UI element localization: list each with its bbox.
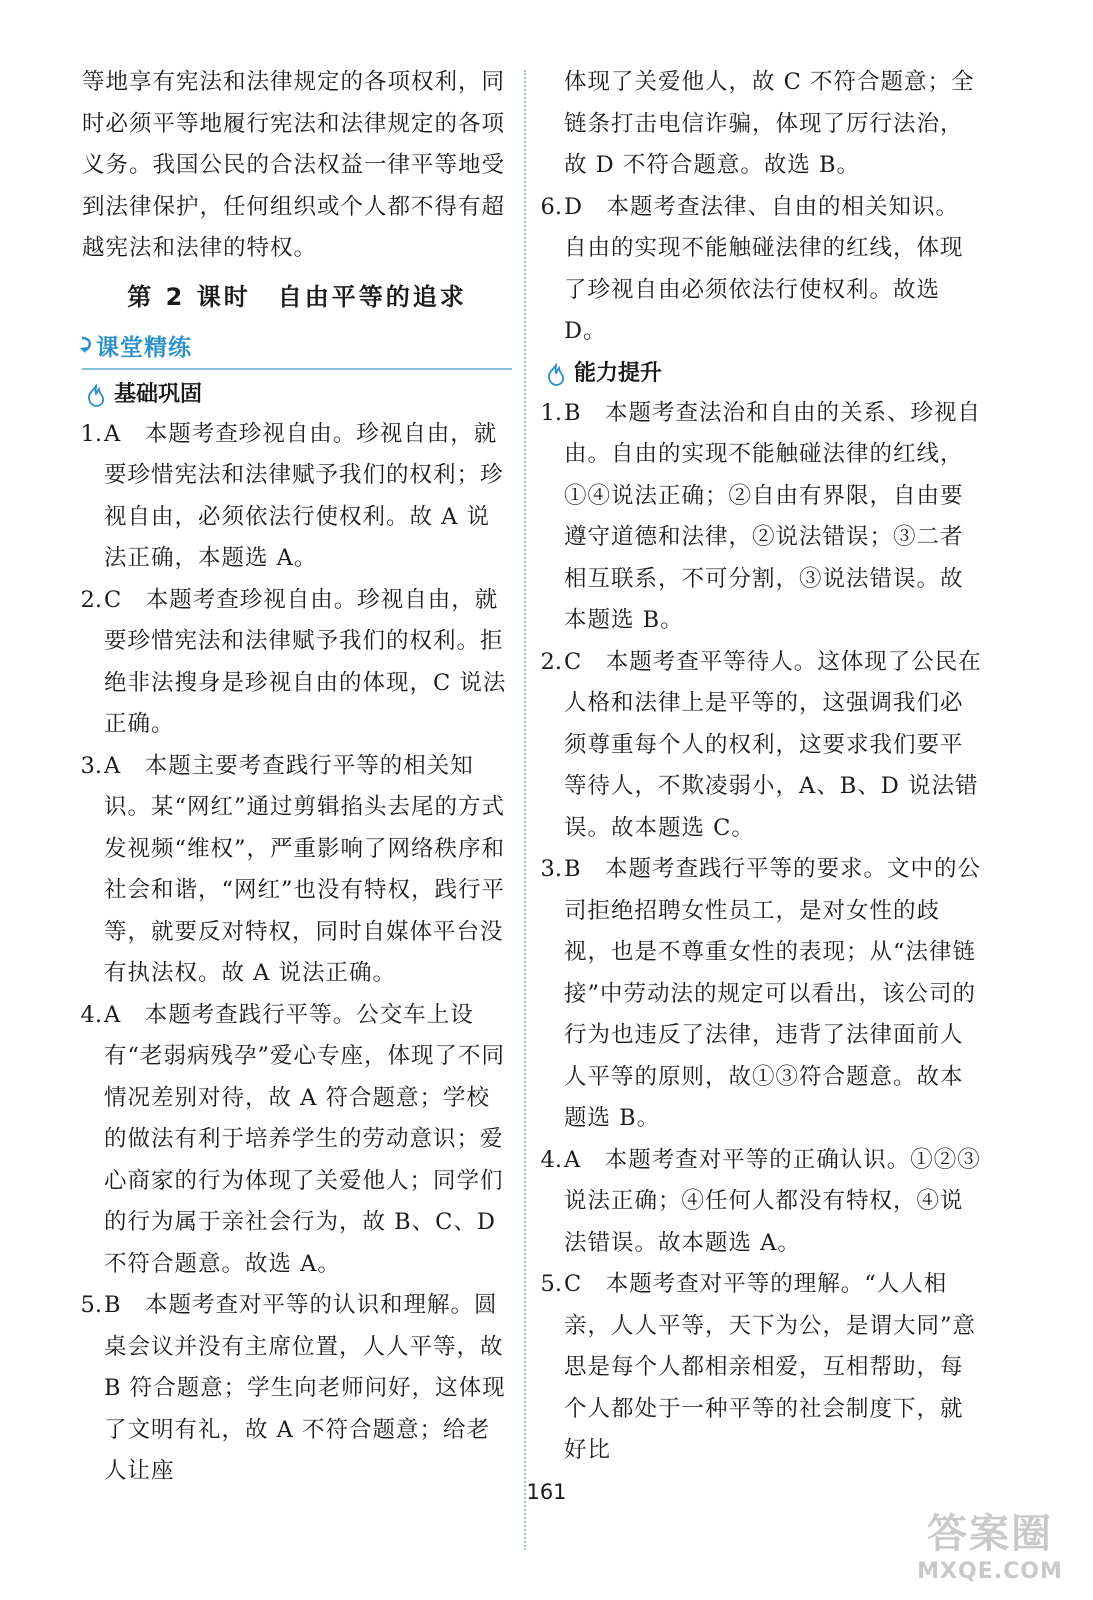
item-text: C 本题考查对平等的理解。“人人相亲，人人平等，天下为公，是谓大同”意思是每个人都相亲相爱，互相帮助，每个人都处于一种平等的社会制度下，就好比 (564, 1271, 977, 1463)
continued-paragraph: 体现了关爱他人，故 C 不符合题意；全链条打击电信诈骗，体现了厉行法治，故 D 不符合题意。故选 B。 (564, 69, 975, 178)
flame-icon (84, 384, 108, 408)
item-number: 2. (80, 586, 102, 613)
curved-arrow-icon (78, 334, 96, 356)
answer-item (82, 580, 512, 746)
item-number: 6. (540, 193, 562, 220)
item-number: 5. (540, 1271, 562, 1297)
answer-item (542, 393, 982, 642)
answer-item (542, 642, 982, 850)
section-title: 课堂精练 (96, 334, 192, 361)
watermark-text: 答案圈 (927, 1511, 1053, 1557)
subsection-heading (82, 376, 512, 414)
item-text: B 本题考查践行平等的要求。文中的公司拒绝招聘女性员工，是对女性的歧视，也是不尊重女性的表现；从“法律链接”中劳动法的规定可以看出，该公司的行为也违反了法律，违背了法律面前人人平等的原则，故①③符合题意。故本题选 B。 (564, 856, 982, 1131)
left-column (82, 62, 512, 1493)
watermark-url: MXQE.COM (917, 1559, 1063, 1584)
column-divider (524, 70, 526, 1550)
answer-item (82, 995, 512, 1286)
answer-item (542, 187, 982, 353)
answer-item (542, 1140, 982, 1265)
section-banner (82, 328, 512, 370)
item-number: 1. (540, 399, 562, 426)
subsection-title: 基础巩固 (114, 381, 203, 407)
item-number: 4. (80, 1001, 102, 1028)
answer-item (542, 1264, 982, 1472)
item-number: 2. (540, 648, 562, 675)
item-number: 1. (80, 420, 102, 447)
flame-icon (544, 363, 568, 387)
item-text: C 本题考查平等待人。这体现了公民在人格和法律上是平等的，这强调我们必须尊重每个人的权利，这要求我们要平等待人，不欺凌弱小，A、B、D 说法错误。故本题选 C。 (564, 648, 982, 841)
item-text: C 本题考查珍视自由。珍视自由，就要珍惜宪法和法律赋予我们的权利。拒绝非法搜身是珍视自由的体现，C 说法正确。 (104, 586, 507, 737)
item-text: B 本题考查法治和自由的关系、珍视自由。自由的实现不能触碰法律的红线，①④说法正确；②自由有界限，自由要遵守道德和法律，②说法错误；③二者相互联系，不可分割，③说法错误。故本题选 B。 (564, 399, 982, 633)
intro-paragraph: 等地享有宪法和法律规定的各项权利，同时必须平等地履行宪法和法律规定的各项义务。我国公民的合法权益一律平等地受到法律保护，任何组织或个人都不得有超越宪法和法律的特权。 (82, 69, 506, 261)
subsection-title: 能力提升 (574, 360, 663, 386)
item-text: A 本题考查践行平等。公交车上设有“老弱病残孕”爱心专座，体现了不同情况差别对待，故 A 符合题意；学校的做法有利于培养学生的劳动意识；爱心商家的行为体现了关爱他人；同学们的行为属于亲社会行为，故 B、C、D 不符合题意。故选 A。 (104, 1001, 506, 1277)
answer-item (82, 414, 512, 580)
subsection-heading (542, 355, 982, 393)
item-text: A 本题考查对平等的正确认识。①②③说法正确；④任何人都没有特权，④说法错误。故本题选 A。 (564, 1146, 981, 1256)
page-number: 161 (526, 1480, 567, 1504)
answer-item (82, 1285, 512, 1493)
watermark-logo (895, 1510, 1085, 1594)
item-text: A 本题主要考查践行平等的相关知识。某“网红”通过剪辑掐头去尾的方式发视频“维权”，严重影响了网络秩序和社会和谐，“网红”也没有特权，践行平等，就要反对特权，同时自媒体平台没有执法权。故 A 说法正确。 (104, 752, 506, 986)
item-text: D 本题考查法律、自由的相关知识。自由的实现不能触碰法律的红线，体现了珍视自由必须依法行使权利。故选 D。 (564, 193, 964, 344)
item-number: 4. (540, 1146, 562, 1173)
item-number: 3. (80, 752, 102, 779)
lesson-title: 第 2 课时 自由平等的追求 (127, 282, 467, 311)
item-text: A 本题考查珍视自由。珍视自由，就要珍惜宪法和法律赋予我们的权利；珍视自由，必须依法行使权利。故 A 说法正确，本题选 A。 (104, 420, 504, 571)
item-number: 5. (80, 1292, 102, 1318)
item-number: 3. (540, 856, 562, 882)
right-column (542, 62, 982, 1472)
answer-item (542, 849, 982, 1140)
answer-item (82, 746, 512, 995)
item-text: B 本题考查对平等的认识和理解。圆桌会议并没有主席位置，人人平等，故 B 符合题意；学生向老师问好，这体现了文明有礼，故 A 不符合题意；给老人让座 (104, 1292, 506, 1484)
